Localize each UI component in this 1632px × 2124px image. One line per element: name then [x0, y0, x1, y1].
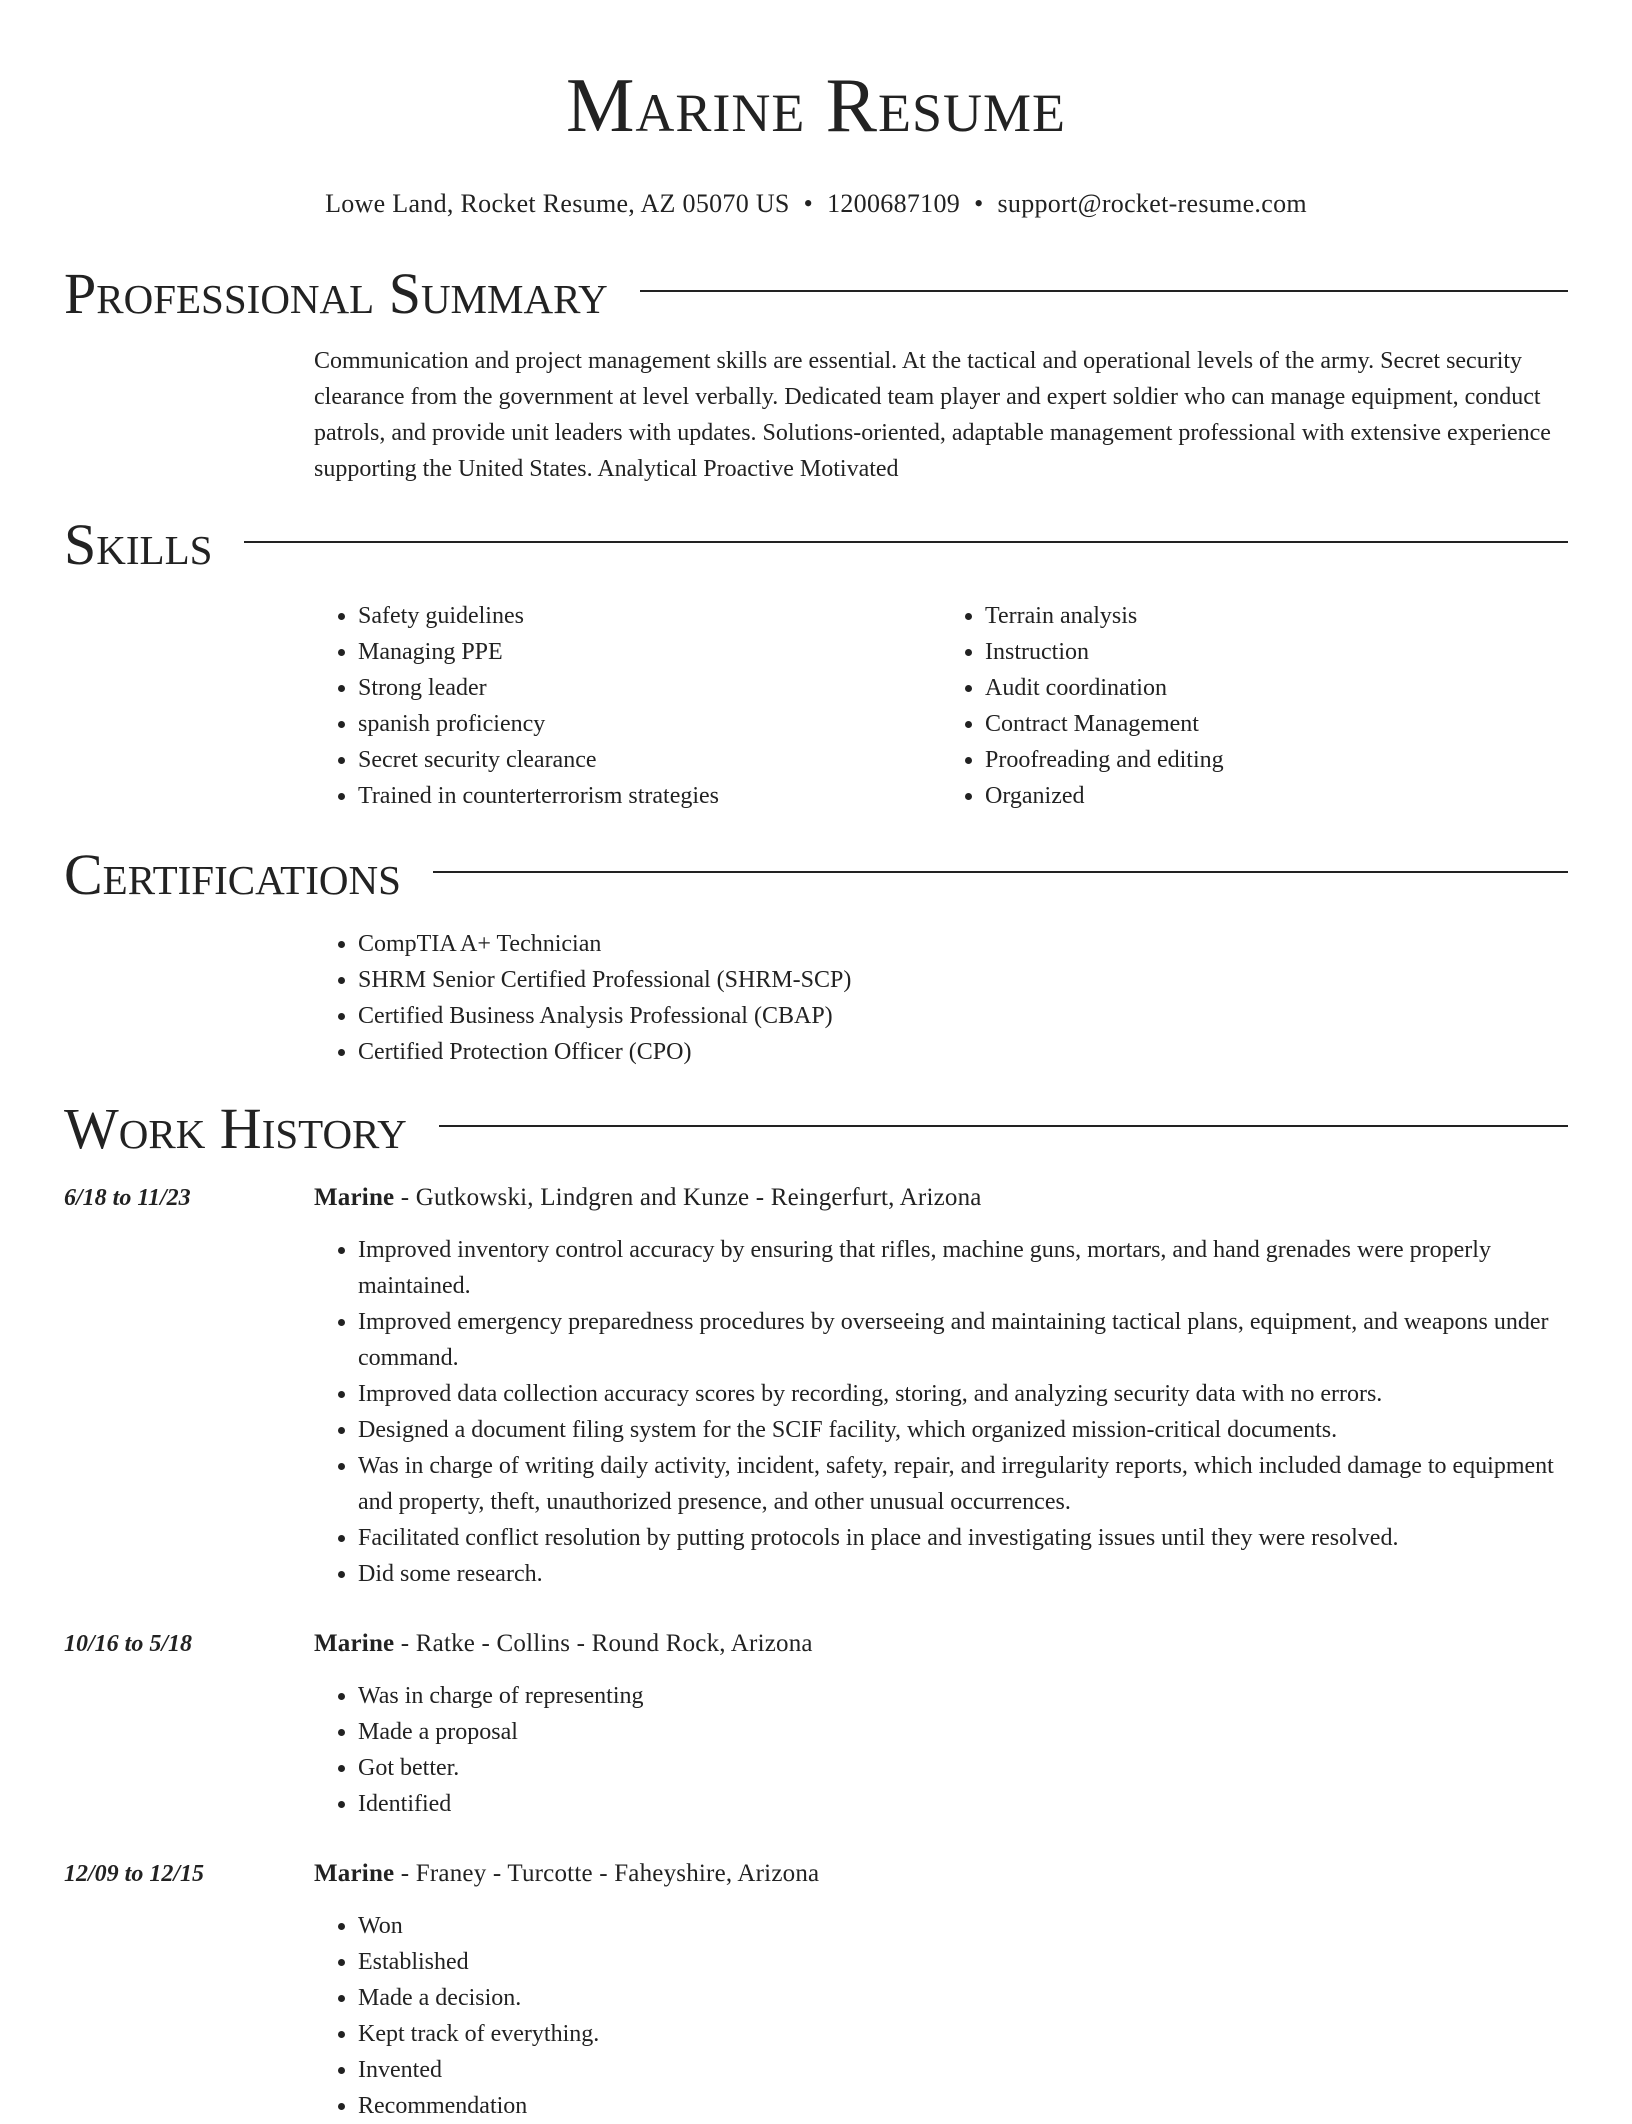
- job-details: - Franey - Turcotte - Faheyshire, Arizona: [394, 1860, 820, 1887]
- skills-list-right: [941, 598, 1568, 814]
- certifications-section: [64, 840, 1568, 1070]
- job-details: - Gutkowski, Lindgren and Kunze - Reingerfurt, Arizona: [394, 1184, 982, 1211]
- job-bullets: [314, 1908, 1568, 2124]
- resume-page: [64, 0, 1568, 2124]
- job-bullet: • Got better.: [358, 1750, 1568, 1786]
- certifications-title: Certifications: [64, 842, 401, 907]
- job-entry: [64, 1626, 1568, 1822]
- job-role: Marine: [314, 1860, 395, 1887]
- summary-title: Professional Summary: [64, 261, 608, 326]
- skill-item: • Trained in counterterrorism strategies: [358, 778, 941, 814]
- job-dates: 10/16 to 5/18: [64, 1631, 193, 1657]
- job-main: [314, 1180, 1568, 1592]
- job-role: Marine: [314, 1630, 395, 1657]
- job-bullet: • Won: [358, 1908, 1568, 1944]
- job-bullets: [314, 1232, 1568, 1592]
- skills-body: [314, 598, 1568, 814]
- certifications-list: [314, 926, 1568, 1070]
- section-divider: [433, 871, 1568, 873]
- job-role: Marine: [314, 1184, 395, 1211]
- skill-item: • Strong leader: [358, 670, 941, 706]
- skills-section: [64, 510, 1568, 814]
- section-divider: [640, 290, 1568, 292]
- certification-item: • Certified Business Analysis Professional (CBAP): [358, 998, 1568, 1034]
- certification-item: • SHRM Senior Certified Professional (SHRM-SCP): [358, 962, 1568, 998]
- job-bullet: • Invented: [358, 2052, 1568, 2088]
- skill-item: • Proofreading and editing: [985, 742, 1568, 778]
- job-bullet: • Improved data collection accuracy scores by recording, storing, and analyzing security data with no errors.: [358, 1376, 1568, 1412]
- skill-item: • Managing PPE: [358, 634, 941, 670]
- summary-body: [314, 343, 1568, 487]
- skill-item: • Secret security clearance: [358, 742, 941, 778]
- section-divider: [439, 1125, 1568, 1127]
- job-bullet: • Identified: [358, 1786, 1568, 1822]
- job-bullet: • Improved inventory control accuracy by ensuring that rifles, machine guns, mortars, and hand grenades were properly maintained.: [358, 1232, 1568, 1304]
- job-main: [314, 1856, 1568, 2124]
- job-dates: 12/09 to 12/15: [64, 1861, 205, 1887]
- skill-item: • Organized: [985, 778, 1568, 814]
- contact-email: support@rocket-resume.com: [997, 189, 1307, 218]
- job-dates: 6/18 to 11/23: [64, 1185, 191, 1211]
- job-bullet: • Was in charge of writing daily activity, incident, safety, repair, and irregularity reports, which included damage to equipment and property, theft, unauthorized presence, and other unusual occurrences.: [358, 1448, 1568, 1520]
- summary-text: Communication and project management skills are essential. At the tactical and operational levels of the army. Secret security clearance from the government at level verbally. Dedicated team player and expert soldier who can manage equipment, conduct patrols, and provide unit leaders with updates. Solutions-oriented, adaptable management professional with extensive experience supporting the United States. Analytical Proactive Motivated: [314, 348, 1551, 482]
- certifications-heading: [64, 840, 1568, 910]
- contact-phone: 1200687109: [827, 189, 961, 218]
- skill-item: • Audit coordination: [985, 670, 1568, 706]
- skill-item: • Safety guidelines: [358, 598, 941, 634]
- summary-heading: [64, 259, 1568, 329]
- job-title-line: [314, 1626, 1568, 1662]
- certification-item: • CompTIA A+ Technician: [358, 926, 1568, 962]
- job-bullet: • Established: [358, 1944, 1568, 1980]
- contact-address: Lowe Land, Rocket Resume, AZ 05070 US: [325, 189, 790, 218]
- work-section: [64, 1094, 1568, 2124]
- job-entry: [64, 1856, 1568, 2124]
- resume-name: Marine Resume: [565, 62, 1067, 148]
- summary-section: [64, 259, 1568, 487]
- certifications-body: [314, 926, 1568, 1070]
- certification-item: • Certified Protection Officer (CPO): [358, 1034, 1568, 1070]
- skill-item: • Terrain analysis: [985, 598, 1568, 634]
- job-bullet: • Did some research.: [358, 1556, 1568, 1592]
- skills-columns: [314, 598, 1568, 814]
- job-bullet: • Made a decision.: [358, 1980, 1568, 2016]
- job-bullet: • Facilitated conflict resolution by putting protocols in place and investigating issues until they were resolved.: [358, 1520, 1568, 1556]
- job-title-line: [314, 1856, 1568, 1892]
- skill-item: • spanish proficiency: [358, 706, 941, 742]
- section-divider: [244, 541, 1568, 543]
- job-bullets: [314, 1678, 1568, 1822]
- job-details: - Ratke - Collins - Round Rock, Arizona: [394, 1630, 813, 1657]
- job-bullet: • Kept track of everything.: [358, 2016, 1568, 2052]
- job-main: [314, 1626, 1568, 1822]
- job-bullet: • Was in charge of representing: [358, 1678, 1568, 1714]
- job-title-line: [314, 1180, 1568, 1216]
- work-title: Work History: [64, 1096, 407, 1161]
- work-heading: [64, 1094, 1568, 1164]
- contact-line: [64, 188, 1568, 220]
- job-bullet: • Improved emergency preparedness procedures by overseeing and maintaining tactical plans, equipment, and weapons under command.: [358, 1304, 1568, 1376]
- contact-separator: •: [803, 189, 814, 218]
- skills-title: Skills: [64, 512, 213, 577]
- job-bullet: • Made a proposal: [358, 1714, 1568, 1750]
- skills-heading: [64, 510, 1568, 580]
- contact-separator: •: [974, 189, 984, 218]
- job-bullet: • Designed a document filing system for the SCIF facility, which organized mission-critical documents.: [358, 1412, 1568, 1448]
- skill-item: • Contract Management: [985, 706, 1568, 742]
- skill-item: • Instruction: [985, 634, 1568, 670]
- skills-list-left: [314, 598, 941, 814]
- job-entry: [64, 1180, 1568, 1592]
- job-bullet: • Recommendation: [358, 2088, 1568, 2124]
